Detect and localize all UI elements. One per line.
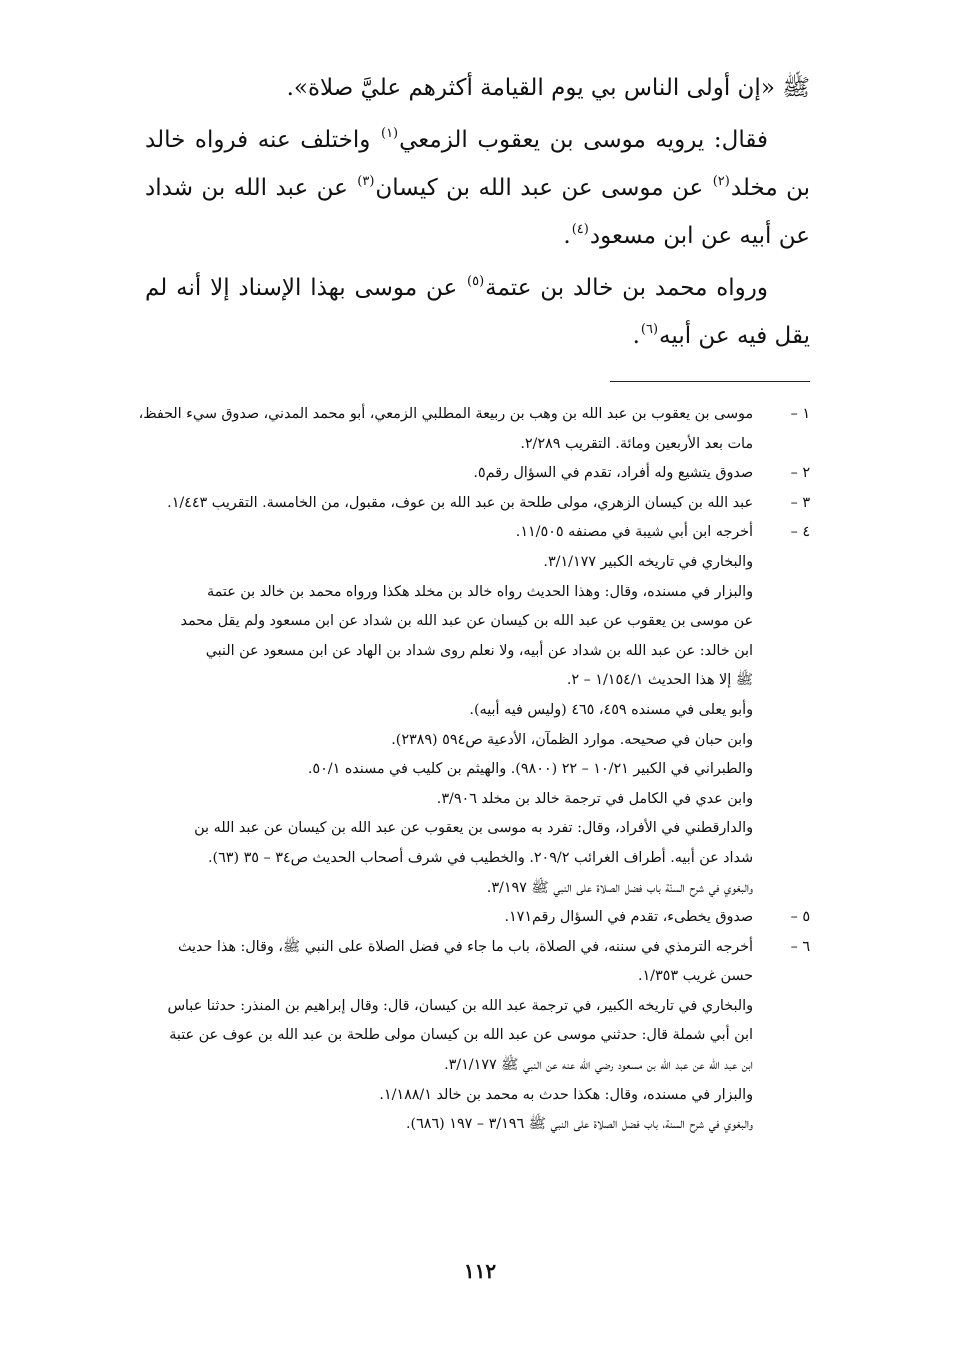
footnote-line: عن موسى بن يعقوب عن عبد الله بن كيسان عن عبد الله بن شداد عن ابن مسعود ولم يقل محمد — [180, 613, 753, 630]
footnote-number: ٦ – — [790, 938, 810, 955]
footnote-ref-1[interactable]: (١) — [380, 126, 399, 141]
hadith-line: ﷺ «إن أولى الناس بي يوم القيامة أكثرهم عليَّ صلاة». — [286, 75, 810, 101]
footnote-line: صدوق يتشيع وله أفراد، تقدم في السؤال رقم٥. — [473, 465, 753, 482]
main-text — [145, 64, 810, 364]
footnote-line: والبزار في مسنده، وقال: وهذا الحديث رواه خالد بن مخلد هكذا ورواه محمد بن خالد بن عتمة — [206, 583, 753, 600]
footnote-line: أخرجه ابن أبي شيبة في مصنفه ١١/٥٠٥. — [515, 524, 753, 541]
main-text-segment: فقال: يرويه موسى بن يعقوب الزمعي — [399, 127, 768, 153]
footnote-text — [100, 933, 753, 963]
footnote-line: عبد الله بن كيسان الزهري، مولى طلحة بن عبد الله بن عوف، مقبول، من الخامسة. التقريب ١/٤٤٣. — [167, 494, 753, 511]
footnote-number: ١ – — [790, 406, 810, 422]
footnote-line: وابن حبان في صحيحه. موارد الظمآن، الأدعية ص٥٩٤ (٢٣٨٩). — [391, 731, 753, 748]
footnote-line: والدارقطني في الأفراد، وقال: تفرد به موسى بن يعقوب عن عبد الله بن كيسان عن عبد الله بن — [194, 820, 753, 837]
footnote-line: والبغوي في شرح السنّة باب فضل الصلاة على النبي ﷺ ٣/١٩٧. — [486, 879, 753, 896]
main-paragraph-1 — [145, 116, 810, 260]
footnote-6 — [100, 933, 810, 963]
footnote-ref-3[interactable]: (٣) — [357, 174, 375, 189]
footnote-text — [100, 400, 753, 430]
footnote-number: ٥ – — [790, 909, 810, 926]
main-text-segment: عن عبد الله بن شداد عن أبيه عن ابن مسعود — [145, 175, 810, 249]
footnote-line: صدوق يخطىء، تقدم في السؤال رقم١٧١. — [504, 909, 753, 926]
footnote-line: والبخاري في تاريخه الكبير، في ترجمة عبد الله بن كيسان، قال: وقال إبراهيم بن المنذر: حدثنا عباس — [167, 997, 753, 1014]
footnote-ref-2[interactable]: (٢) — [712, 174, 730, 189]
footnote-line: ابن عبد الله عن عبد الله بن مسعود رضي الله عنه عن النبي ﷺ ٣/١/١٧٧. — [444, 1057, 753, 1074]
footnotes — [100, 400, 810, 1140]
main-text-segment: عن موسى بهذا الإسناد إلا أنه لم يقل فيه عن أبيه — [145, 275, 810, 349]
footnote-2 — [100, 459, 810, 489]
footnote-number: ٤ – — [790, 524, 810, 541]
footnote-ref-6[interactable]: (٦) — [640, 322, 659, 337]
footnote-line: ابن أبي شملة قال: حدثني موسى عن عبد الله بن كيسان مولى طلحة بن عبد الله بن عوف عن عتبة — [169, 1027, 753, 1044]
footnote-line: والبغوي في شرح السنة، باب فضل الصلاة على النبي ﷺ ٣/١٩٦ – ١٩٧ (٦٨٦). — [406, 1116, 753, 1133]
footnote-3 — [100, 489, 810, 519]
footnote-line: شداد عن أبيه. أطراف الغرائب ٢٠٩/٢. والخطيب في شرف أصحاب الحديث ص٣٤ – ٣٥ (٦٣). — [207, 849, 753, 866]
footnote-line: ابن خالد: عن عبد الله بن شداد عن أبيه، ولا نعلم روى شداد بن الهاد عن ابن مسعود عن النبي — [205, 642, 753, 659]
main-paragraph-2 — [145, 264, 810, 360]
footnote-ref-4[interactable]: (٤) — [571, 222, 589, 237]
footnote-number: ٣ – — [790, 494, 810, 511]
footnote-line: أخرجه الترمذي في سننه، في الصلاة، باب ما جاء في فضل الصلاة على النبي ﷺ، وقال: هذا حديث — [178, 938, 753, 955]
main-text-segment: . — [632, 323, 640, 349]
footnote-4 — [100, 518, 810, 548]
footnote-line: ﷺ إلا هذا الحديث ١/١٥٤/١ – ٢. — [566, 672, 753, 689]
footnote-line: حسن غريب ١/٣٥٣. — [637, 968, 753, 985]
footnote-line: والبخاري في تاريخه الكبير ٣/١/١٧٧. — [543, 553, 753, 570]
footnote-ref-5[interactable]: (٥) — [467, 274, 485, 289]
footnote-line: والطبراني في الكبير ١٠/٢١ – ٢٢ (٩٨٠٠). والهيثم بن كليب في مسنده ٥٠/١. — [307, 761, 753, 778]
page-number: ١١٢ — [463, 1259, 497, 1283]
main-text-segment: . — [563, 223, 571, 249]
footnote-divider — [610, 381, 810, 382]
main-text-segment: عن موسى عن عبد الله بن كيسان — [375, 175, 704, 201]
main-paragraph-hadith — [145, 64, 810, 112]
main-text-segment: واختلف عنه فرواه خالد بن مخلد — [145, 127, 811, 201]
footnote-line: والبزار في مسنده، وقال: هكذا حدث به محمد بن خالد ١/١٨٨/١. — [379, 1086, 753, 1103]
footnote-line: موسى بن يعقوب بن عبد الله بن وهب بن ربيعة المطلبي الزمعي، أبو محمد المدني، صدوق سيء الحفظ، — [138, 406, 753, 422]
main-text-segment: ورواه محمد بن خالد بن عتمة — [485, 275, 769, 301]
footnote-5 — [100, 903, 810, 933]
footnote-line: وابن عدي في الكامل في ترجمة خالد بن مخلد ٣/٩٠٦. — [436, 790, 753, 807]
footnote-line: مات بعد الأربعين ومائة. التقريب ٢/٢٨٩. — [520, 435, 753, 452]
footnote-number: ٢ – — [790, 465, 810, 482]
footnote-line: وأبو يعلى في مسنده ٤٥٩، ٤٦٥ (وليس فيه أبيه). — [469, 701, 753, 718]
footnote-1 — [100, 400, 810, 430]
